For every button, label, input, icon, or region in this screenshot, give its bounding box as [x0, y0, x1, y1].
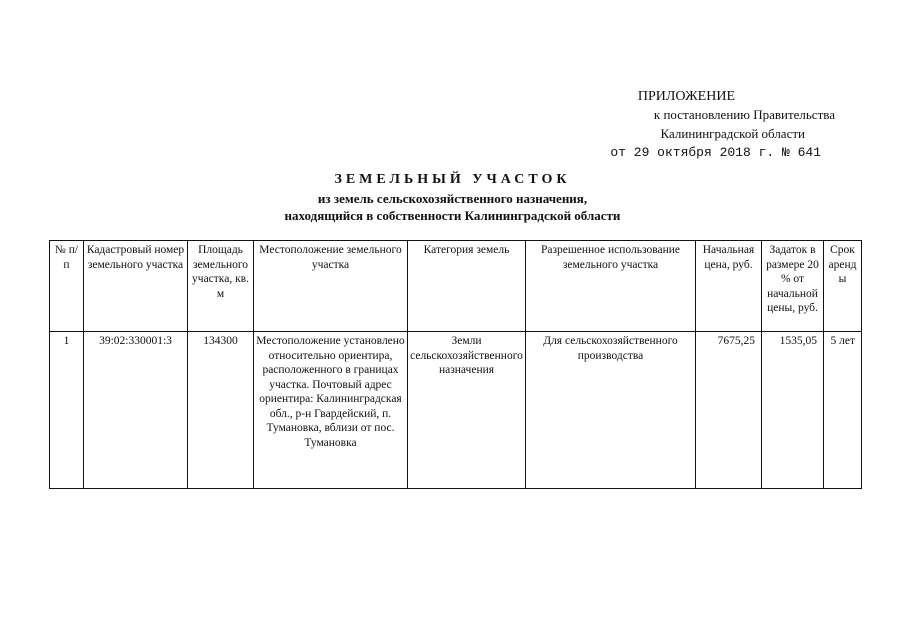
header-number: № п/п	[50, 241, 84, 332]
appendix-line-resolution: к постановлению Правительства	[653, 107, 835, 122]
header-category: Категория земель	[408, 241, 526, 332]
cell-category: Земли сельскохозяйственного назначения	[408, 332, 526, 489]
header-deposit: Задаток в размере 20 % от начальной цены, руб.	[762, 241, 824, 332]
header-term: Срок аренды	[824, 241, 862, 332]
title-block	[0, 170, 905, 224]
header-usage: Разрешенное использование земельного участка	[526, 241, 696, 332]
appendix-line-date: от 29 октября 2018 г. № 641	[610, 145, 821, 160]
header-cadastral: Кадастровый номер земельного участка	[84, 241, 188, 332]
cell-area: 134300	[188, 332, 254, 489]
land-plot-table	[49, 240, 862, 489]
cell-usage: Для сельскохозяйственного производства	[526, 332, 696, 489]
document-subtitle-2: находящийся в собственности Калининградской области	[284, 208, 621, 223]
cell-price: 7675,25	[696, 332, 762, 489]
table-row	[50, 332, 862, 489]
cell-cadastral: 39:02:330001:3	[84, 332, 188, 489]
cell-location: Местоположение установлено относительно ориентира, расположенного в границах участка. Почтовый адрес ориентира: Калининградская обл., р-н Гвардейский, п. Тумановка, вблизи от пос. Тумановка	[254, 332, 408, 489]
document-title: ЗЕМЕЛЬНЫЙ УЧАСТОК	[334, 172, 571, 187]
appendix-line-region: Калининградской области	[660, 126, 805, 141]
document-subtitle-1: из земель сельскохозяйственного назначения,	[317, 191, 588, 206]
cell-deposit: 1535,05	[762, 332, 824, 489]
header-location: Местоположение земельного участка	[254, 241, 408, 332]
cell-number: 1	[50, 332, 84, 489]
cell-term: 5 лет	[824, 332, 862, 489]
header-price: Начальная цена, руб.	[696, 241, 762, 332]
appendix-heading: ПРИЛОЖЕНИЕ	[637, 89, 735, 104]
header-area: Площадь земельного участка, кв. м	[188, 241, 254, 332]
table-header-row	[50, 241, 862, 332]
